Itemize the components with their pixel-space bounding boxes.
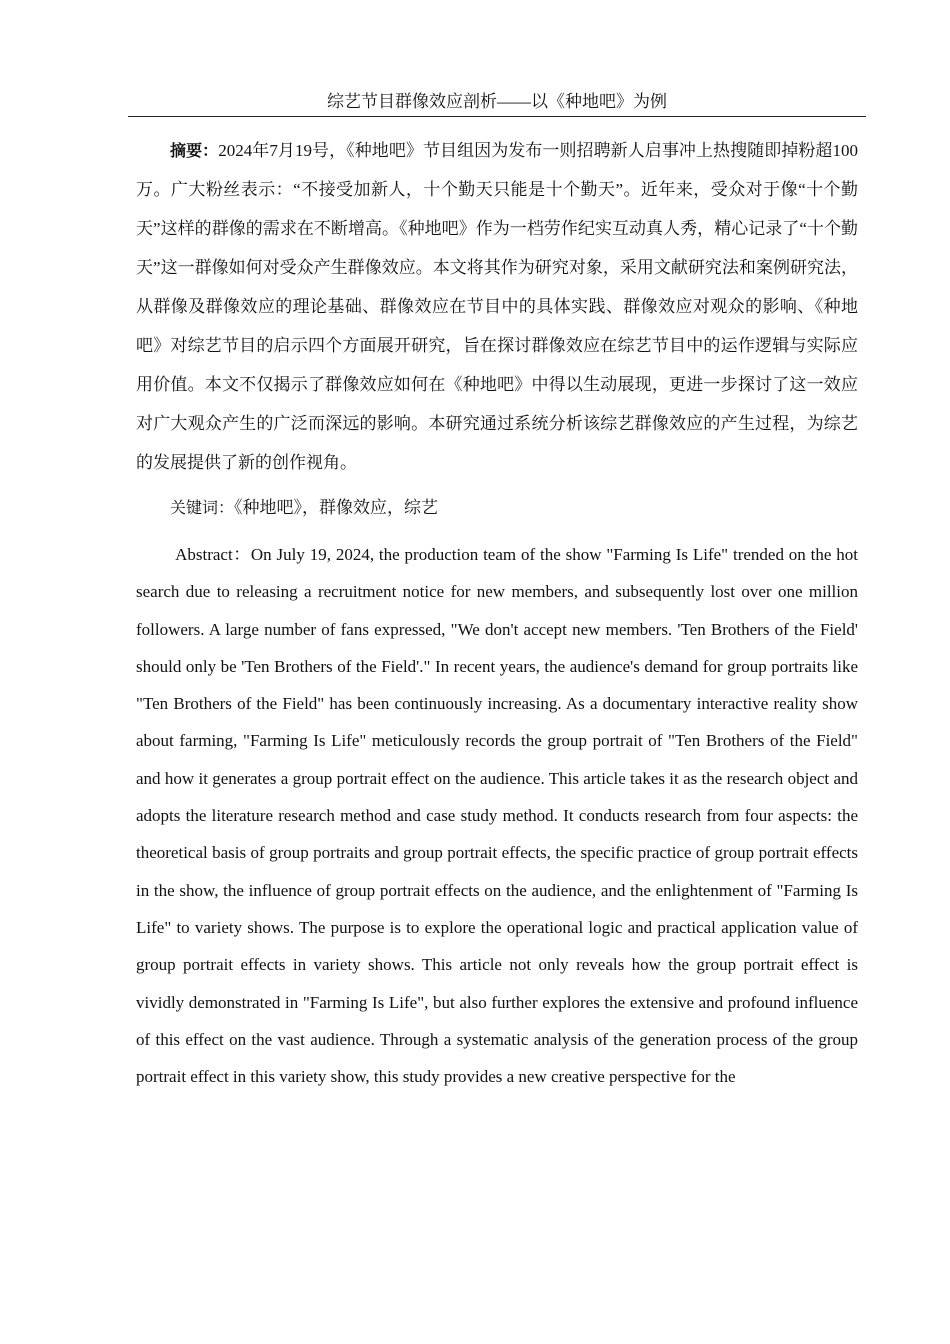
abstract-en-text: On July 19, 2024, the production team of the show "Farming Is Life" trended on the hot search due to releasing a recruitment notice for new members, and subsequently lost over one million followers. A large number of fans expressed, "We don't accept new members. 'Ten Brothers of the Field' should only be 'Ten Brothers of the Field'." In recent years, the audience's demand for group portraits like "Ten Brothers of the Field" has been continuously increasing. As a documentary interactive reality show about farming, "Farming Is Life" meticulously records the group portrait of "Ten Brothers of the Field" and how it generates a group portrait effect on the audience. This article takes it as the research object and adopts the literature research method and case study method. It conducts research from four aspects: the theoretical basis of group portraits and group portrait effects, the specific practice of group portrait effects in the show, the influence of group portrait effects on the audience, and the enlightenment of "Farming Is Life" to variety shows. The purpose is to explore the operational logic and practical application value of group portrait effects in variety shows. This article not only reveals how the group portrait effect is vividly demonstrated in "Farming Is Life", but also further explores the extensive and profound influence of this effect on the vast audience. Through a systematic analysis of the generation process of the group portrait effect in this variety show, this study provides a new creative perspective for the	[136, 545, 858, 1087]
abstract-cn-text: 2024年7月19号，《种地吧》节目组因为发布一则招聘新人启事冲上热搜随即掉粉超100万。广大粉丝表示：“不接受加新人，十个勤天只能是十个勤天”。近年来，受众对于像“十个勤天”这样的群像的需求在不断增高。《种地吧》作为一档劳作纪实互动真人秀，精心记录了“十个勤天”这一群像如何对受众产生群像效应。本文将其作为研究对象，采用文献研究法和案例研究法，从群像及群像效应的理论基础、群像效应在节目中的具体实践、群像效应对观众的影响、《种地吧》对综艺节目的启示四个方面展开研究，旨在探讨群像效应在综艺节目中的运作逻辑与实际应用价值。本文不仅揭示了群像效应如何在《种地吧》中得以生动展现，更进一步探讨了这一效应对广大观众产生的广泛而深远的影响。本研究通过系统分析该综艺群像效应的产生过程，为综艺的发展提供了新的创作视角。	[136, 141, 858, 472]
abstract-en-label: Abstract：	[175, 545, 251, 564]
keywords-text: 《种地吧》，群像效应，综艺	[234, 498, 439, 517]
chinese-abstract-paragraph	[136, 131, 858, 482]
abstract-content	[136, 131, 858, 1095]
running-header: 综艺节目群像效应剖析——以《种地吧》为例	[128, 90, 866, 117]
keywords-paragraph	[136, 488, 858, 527]
abstract-cn-label: 摘要：	[170, 141, 219, 160]
english-abstract-paragraph	[136, 536, 858, 1095]
keywords-label: 关键词：	[170, 498, 235, 517]
